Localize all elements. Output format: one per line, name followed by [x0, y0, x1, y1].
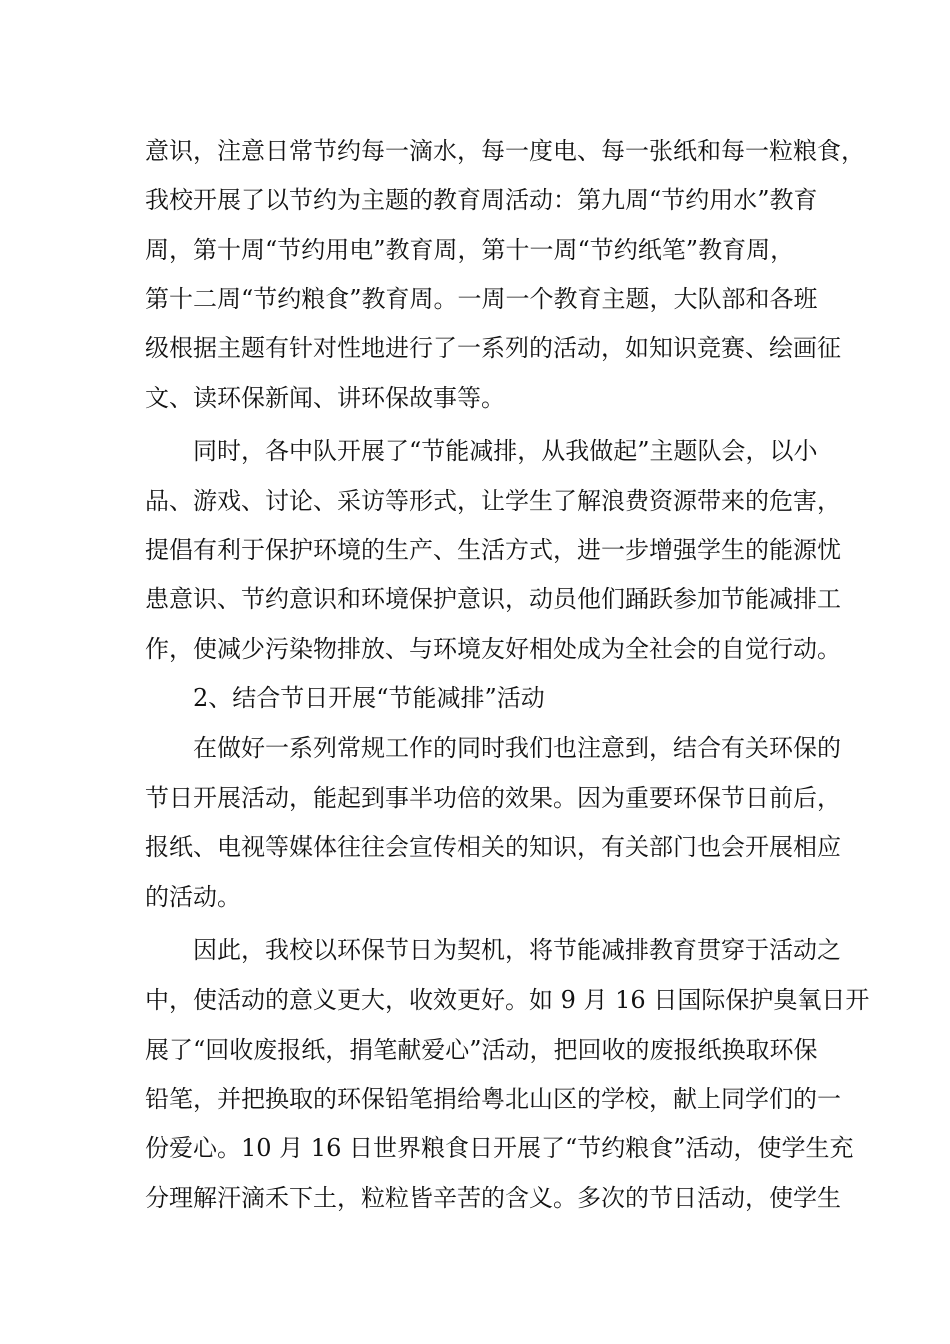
text-line: 周，第十周“节约用电”教育周，第十一周“节约纸笔”教育周， [145, 236, 795, 264]
text-line: 第十二周“节约粮食”教育周。一周一个教育主题，大队部和各班 [145, 285, 818, 313]
text-line: 我校开展了以节约为主题的教育周活动：第九周“节约用水”教育 [145, 186, 818, 214]
text-line: 作，使减少污染物排放、与环境友好相处成为全社会的自觉行动。 [145, 635, 841, 663]
text-line: 展了“回收废报纸，捐笔献爱心”活动，把回收的废报纸换取环保 [145, 1036, 818, 1064]
text-line: 患意识、节约意识和环境保护意识，动员他们踊跃参加节能减排工 [145, 585, 841, 613]
paragraph-first-line: 在做好一系列常规工作的同时我们也注意到，结合有关环保的 [193, 734, 841, 762]
text-line: 分理解汗滴禾下土，粒粒皆辛苦的含义。多次的节日活动，使学生 [145, 1184, 841, 1212]
text-line: 铅笔，并把换取的环保铅笔捐给粤北山区的学校，献上同学们的一 [145, 1085, 841, 1113]
text-line: 的活动。 [145, 883, 241, 911]
text-line: 提倡有利于保护环境的生产、生活方式，进一步增强学生的能源忧 [145, 536, 841, 564]
paragraph-first-line: 同时，各中队开展了“节能减排，从我做起”主题队会，以小 [193, 437, 818, 465]
text-line: 节日开展活动，能起到事半功倍的效果。因为重要环保节日前后， [145, 784, 841, 812]
text-line: 品、游戏、讨论、采访等形式，让学生了解浪费资源带来的危害， [145, 487, 841, 515]
text-line: 份爱心。10 月 16 日世界粮食日开展了“节约粮食”活动，使学生充 [145, 1134, 854, 1162]
text-line: 报纸、电视等媒体往往会宣传相关的知识，有关部门也会开展相应 [145, 833, 841, 861]
text-line: 意识，注意日常节约每一滴水，每一度电、每一张纸和每一粒粮食， [145, 137, 865, 165]
text-line: 级根据主题有针对性地进行了一系列的活动，如知识竞赛、绘画征 [145, 334, 841, 362]
text-line: 文、读环保新闻、讲环保故事等。 [145, 384, 505, 412]
paragraph-first-line: 因此，我校以环保节日为契机，将节能减排教育贯穿于活动之 [193, 936, 841, 964]
section-heading: 2、结合节日开展“节能减排”活动 [193, 684, 545, 712]
text-line: 中，使活动的意义更大，收效更好。如 9 月 16 日国际保护臭氧日开 [145, 986, 870, 1014]
